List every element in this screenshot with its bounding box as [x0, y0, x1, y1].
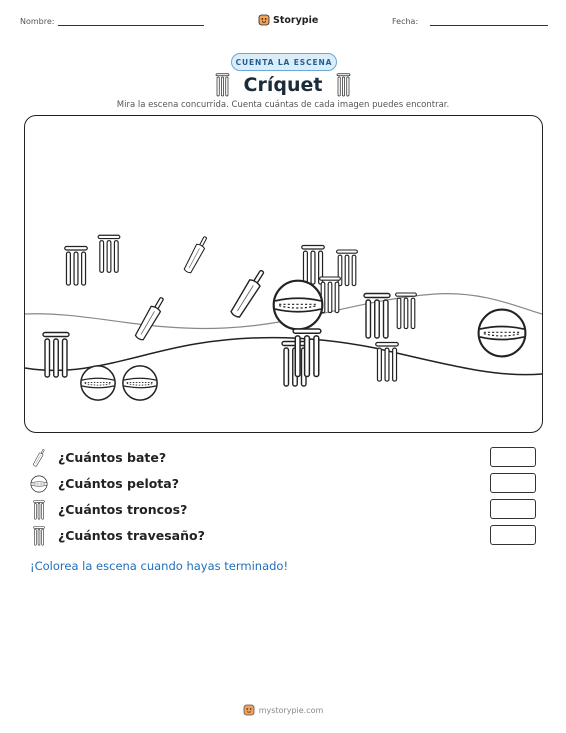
- ball-item: [479, 310, 526, 357]
- stumps-item: [293, 329, 321, 376]
- bat-item: [229, 268, 267, 319]
- bat-item: [134, 295, 167, 341]
- stumps-item: [376, 343, 399, 382]
- worksheet-header: [20, 14, 548, 30]
- question-text: ¿Cuántos travesaño?: [58, 528, 205, 543]
- cricket-scene: [24, 115, 543, 433]
- footer-url[interactable]: mystorypie.com: [258, 705, 324, 715]
- name-field-line[interactable]: [58, 25, 204, 26]
- title-row: [0, 72, 566, 98]
- storypie-logo-icon: [258, 14, 270, 26]
- answer-box-stumps[interactable]: [490, 499, 536, 519]
- stumps-icon: [336, 72, 351, 98]
- name-label: Nombre:: [20, 17, 55, 26]
- ball-item: [123, 366, 157, 400]
- question-stumps: [30, 499, 536, 521]
- stumps-item: [98, 235, 120, 272]
- brand-name: Storypie: [273, 14, 319, 26]
- ball-item: [274, 281, 323, 330]
- closing-instruction: ¡Colorea la escena cuando hayas terminado!: [30, 559, 289, 573]
- cricket-crossbar-icon: [30, 526, 48, 546]
- answer-box-bat[interactable]: [490, 447, 536, 467]
- stumps-item: [43, 333, 69, 378]
- page-title: Críquet: [243, 74, 323, 96]
- stumps-item: [396, 293, 417, 329]
- stumps-item: [364, 294, 390, 339]
- section-badge: CUENTA LA ESCENA: [231, 53, 337, 71]
- ball-item: [81, 366, 115, 400]
- page-footer: [0, 704, 566, 716]
- question-bat: [30, 447, 536, 469]
- question-text: ¿Cuántos pelota?: [58, 476, 179, 491]
- cricket-stumps-icon: [30, 500, 48, 520]
- date-field-line[interactable]: [430, 25, 548, 26]
- question-ball: [30, 473, 536, 495]
- storypie-logo-icon: [243, 704, 255, 716]
- question-text: ¿Cuántos bate?: [58, 450, 167, 465]
- question-crossbar: [30, 525, 536, 547]
- stumps-icon: [215, 72, 230, 98]
- brand-logo: [258, 14, 318, 26]
- cricket-bat-icon: [30, 448, 48, 468]
- answer-box-ball[interactable]: [490, 473, 536, 493]
- stumps-item: [65, 247, 88, 286]
- instructions: Mira la escena concurrida. Cuenta cuántas de cada imagen puedes encontrar.: [116, 100, 450, 110]
- answer-box-crossbar[interactable]: [490, 525, 536, 545]
- cricket-ball-icon: [30, 474, 48, 494]
- scene-illustration: [25, 116, 542, 432]
- question-text: ¿Cuántos troncos?: [58, 502, 188, 517]
- date-label: Fecha:: [392, 17, 419, 26]
- bat-item: [183, 235, 209, 274]
